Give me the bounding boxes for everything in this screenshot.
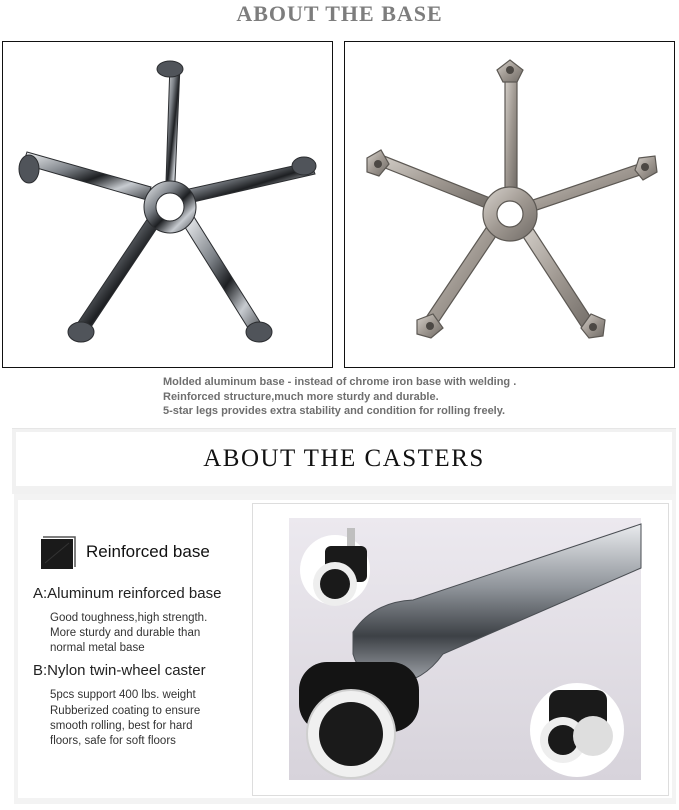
feature-a-line: Good toughness,high strength. (50, 612, 208, 624)
feature-a-line: normal metal base (50, 642, 145, 654)
base-description-line: 5-star legs provides extra stability and condition for rolling freely. (163, 405, 506, 417)
feature-b-line: smooth rolling, best for hard (50, 720, 193, 732)
feature-b-line: floors, safe for soft floors (50, 735, 176, 747)
aluminum-base-photo (344, 41, 675, 368)
reinforced-base-heading: Reinforced base (86, 542, 210, 561)
base-description (163, 375, 663, 419)
caster-photo (252, 503, 669, 796)
base-description-line: Reinforced structure,much more sturdy and durable. (163, 390, 439, 403)
base-section-title: ABOUT THE BASE (236, 1, 443, 26)
base-description-line: Molded aluminum base - instead of chrome iron base with welding . (163, 376, 517, 388)
black-square-icon (39, 533, 77, 571)
chrome-base-photo (2, 41, 333, 368)
feature-a-line: More sturdy and durable than (50, 627, 201, 639)
feature-b-label: B:Nylon twin-wheel caster (33, 662, 206, 679)
casters-section-title: ABOUT THE CASTERS (16, 432, 672, 486)
feature-a-label: A:Aluminum reinforced base (33, 585, 222, 602)
feature-b-line: 5pcs support 400 lbs. weight (50, 689, 196, 701)
feature-b-line: Rubberized coating to ensure (50, 705, 201, 717)
